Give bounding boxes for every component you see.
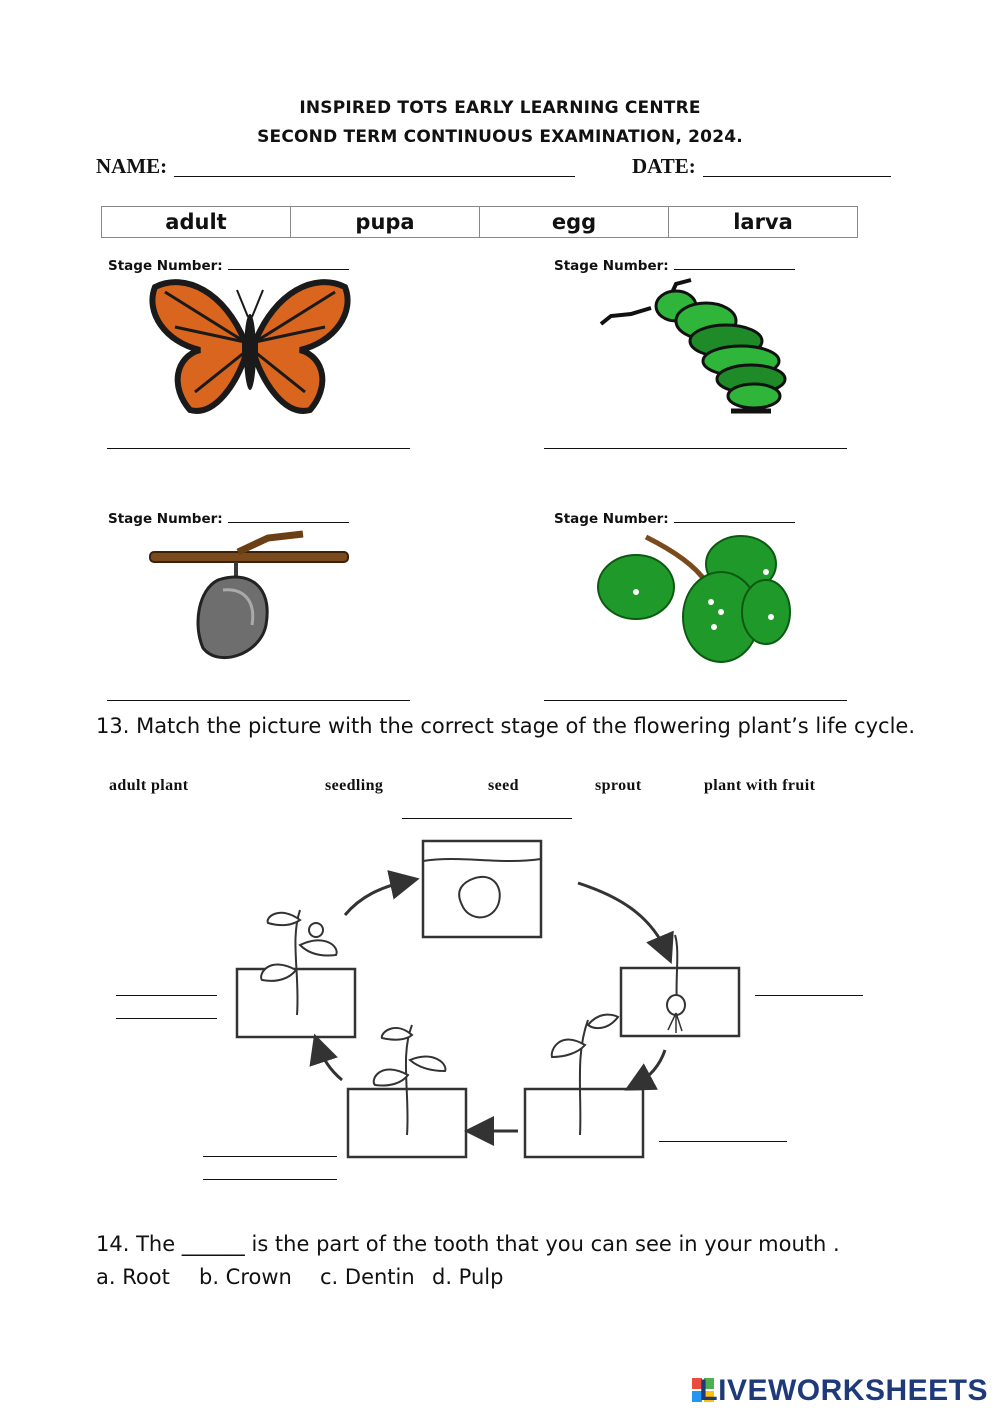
- q14-option-d[interactable]: d. Pulp: [432, 1265, 504, 1289]
- plant-answer-adult-2[interactable]: [203, 1179, 337, 1180]
- q14-option-a[interactable]: a. Root: [96, 1265, 170, 1289]
- word-egg[interactable]: egg: [480, 207, 669, 238]
- stage-number-3: [108, 511, 349, 527]
- stage-number-4: [554, 511, 795, 527]
- word-sprout[interactable]: sprout: [595, 777, 642, 794]
- answer-line-4[interactable]: [544, 700, 847, 701]
- plant-life-cycle-diagram: [230, 835, 750, 1165]
- plant-answer-sprout[interactable]: [755, 995, 863, 996]
- stage-label-text: Stage Number:: [108, 258, 223, 274]
- egg-leaf-image: [596, 532, 796, 672]
- plant-answer-seed[interactable]: [402, 818, 572, 819]
- stage-number-field[interactable]: [228, 521, 349, 523]
- answer-line-2[interactable]: [544, 448, 847, 449]
- date-label: DATE:: [632, 154, 696, 178]
- word-larva[interactable]: larva: [669, 207, 858, 238]
- word-plant-with-fruit[interactable]: plant with fruit: [704, 777, 816, 794]
- pupa-image: [148, 530, 353, 665]
- answer-line-3[interactable]: [107, 700, 410, 701]
- plant-answer-fruit-1[interactable]: [116, 995, 217, 996]
- plant-answer-seedling[interactable]: [659, 1141, 787, 1142]
- stage-number-field[interactable]: [674, 521, 795, 523]
- liveworksheets-brand: LIVEWORKSHEETS: [699, 1374, 988, 1407]
- word-seed[interactable]: seed: [488, 777, 519, 794]
- name-label: NAME:: [96, 154, 168, 178]
- plant-answer-fruit-2[interactable]: [116, 1018, 217, 1019]
- exam-title: SECOND TERM CONTINUOUS EXAMINATION, 2024.: [257, 127, 743, 147]
- butterfly-word-bank: [101, 206, 858, 238]
- answer-line-1[interactable]: [107, 448, 410, 449]
- stage-label-text: Stage Number:: [554, 258, 669, 274]
- word-seedling[interactable]: seedling: [325, 777, 384, 794]
- butterfly-image: [145, 272, 355, 420]
- q14-option-c[interactable]: c. Dentin: [320, 1265, 415, 1289]
- name-field[interactable]: [174, 176, 575, 177]
- stage-number-2: [554, 258, 795, 274]
- word-adult[interactable]: adult: [102, 207, 291, 238]
- word-adult-plant[interactable]: adult plant: [109, 777, 189, 794]
- stage-label-text: Stage Number:: [554, 511, 669, 527]
- school-name: INSPIRED TOTS EARLY LEARNING CENTRE: [299, 98, 701, 118]
- question-13: 13. Match the picture with the correct stage of the flowering plant’s life cycle.: [96, 714, 916, 738]
- word-pupa[interactable]: pupa: [291, 207, 480, 238]
- date-field[interactable]: [703, 176, 891, 177]
- stage-label-text: Stage Number:: [108, 511, 223, 527]
- plant-answer-adult-1[interactable]: [203, 1156, 337, 1157]
- question-14: 14. The ______ is the part of the tooth that you can see in your mouth .: [96, 1232, 840, 1256]
- larva-image: [596, 276, 806, 416]
- stage-number-field[interactable]: [674, 268, 795, 270]
- q14-option-b[interactable]: b. Crown: [199, 1265, 292, 1289]
- stage-number-field[interactable]: [228, 268, 349, 270]
